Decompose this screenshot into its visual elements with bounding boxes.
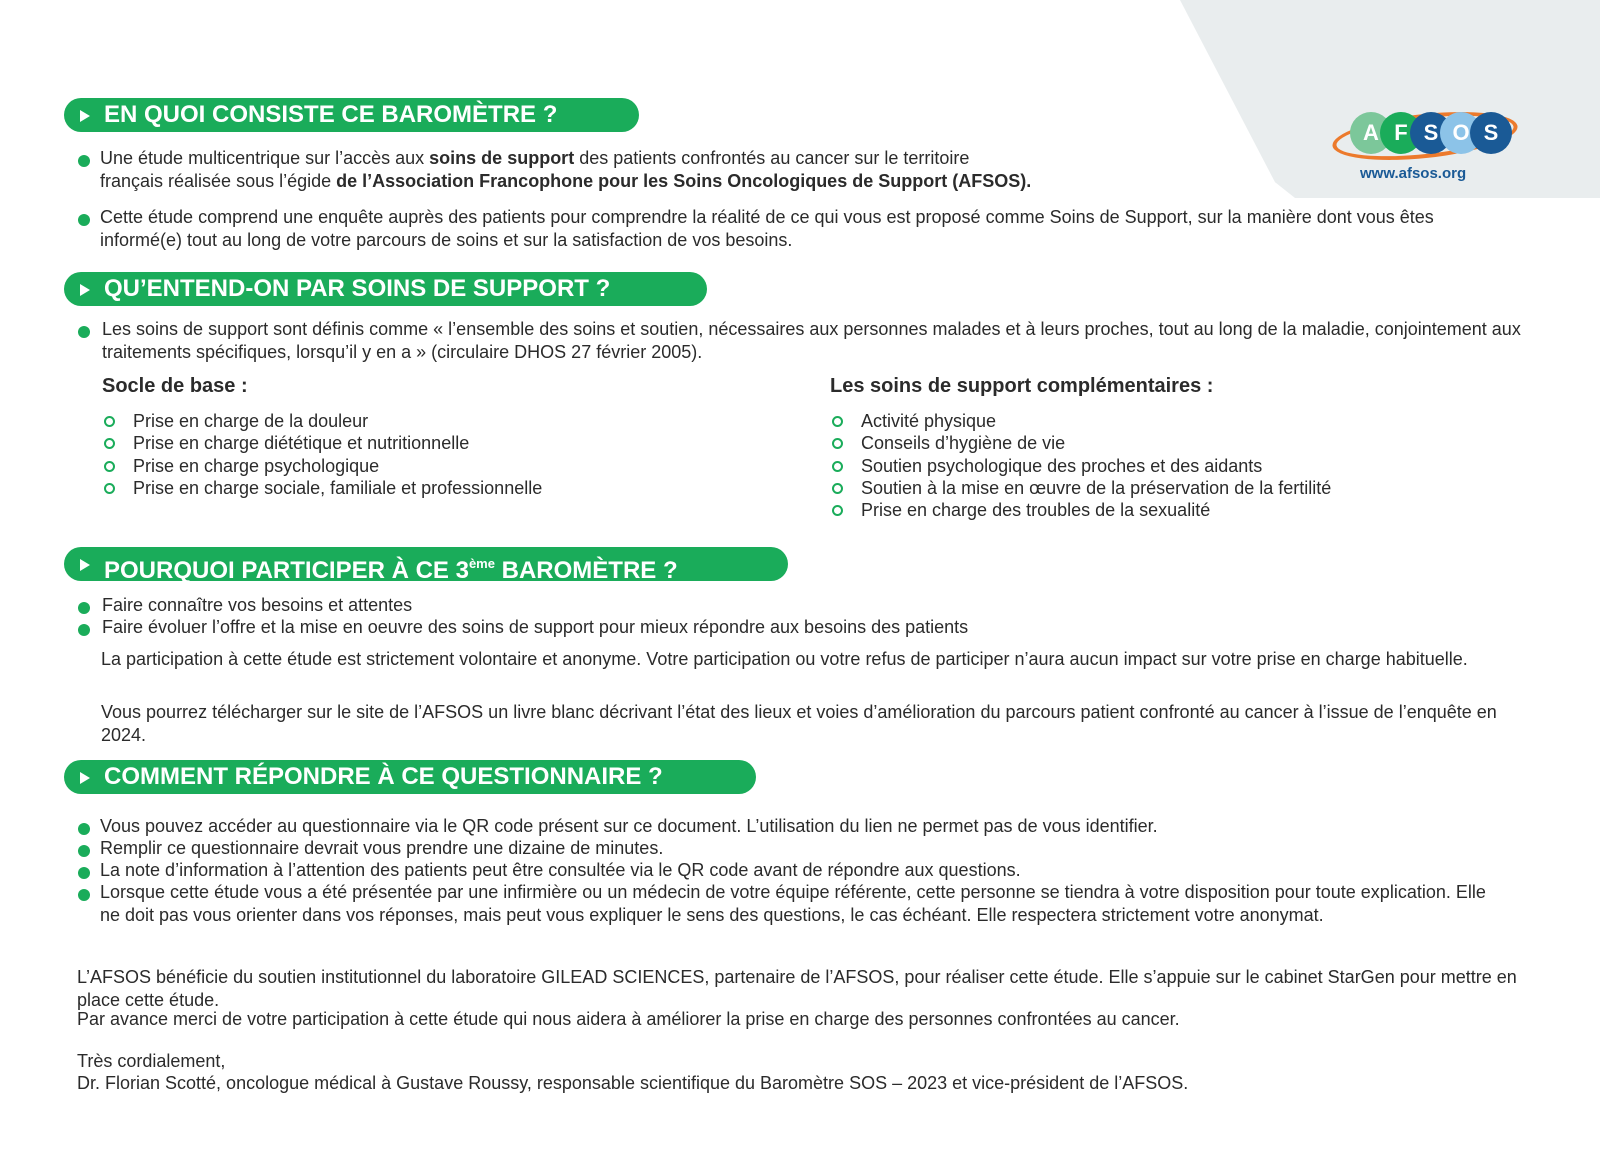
list-item: Prise en charge des troubles de la sexualité — [861, 500, 1211, 521]
section-header-soins-support — [64, 272, 707, 306]
paragraph: La participation à cette étude est strictement volontaire et anonyme. Votre participation ou votre refus de participer n’aura aucun impact sur votre prise en charge habituelle. — [101, 649, 1468, 669]
logo-letter: S — [1470, 112, 1512, 154]
text: français réalisée sous l’égide — [100, 170, 337, 191]
paragraph: Cette étude comprend une enquête auprès des patients pour comprendre la réalité de ce qui vous est proposé comme Soins de Support, sur la manière dont vous êtes informé(e) tout au long de votre parcours de soins et sur la satisfaction de vos besoins. — [100, 207, 1434, 250]
text-bold: soins de support — [429, 148, 575, 168]
bullet-icon — [78, 326, 90, 338]
subheading-socle: Socle de base : — [102, 375, 248, 397]
bullet-icon — [78, 214, 90, 226]
closing: Très cordialement, — [77, 1051, 226, 1071]
section-header-pourquoi — [64, 547, 788, 584]
section-title: POURQUOI PARTICIPER À CE 3 — [104, 557, 469, 584]
triangle-icon — [80, 110, 90, 122]
list-item: Vous pouvez accéder au questionnaire via le QR code présent sur ce document. L’utilisation du lien ne permet pas de vous identifier. — [100, 816, 1158, 836]
triangle-icon — [80, 772, 90, 784]
section-title: COMMENT RÉPONDRE À CE QUESTIONNAIRE ? — [104, 763, 663, 790]
list-item: Prise en charge sociale, familiale et professionnelle — [133, 477, 543, 498]
subheading-complementaires: Les soins de support complémentaires : — [830, 375, 1214, 397]
list-item: Faire évoluer l’offre et la mise en oeuvre des soins de support pour mieux répondre aux besoins des patients — [102, 617, 969, 637]
logo-letter: A — [1350, 112, 1392, 154]
circle-bullet-icon — [104, 416, 115, 427]
bullet-icon — [78, 845, 90, 857]
paragraph: Vous pourrez télécharger sur le site de l’AFSOS un livre blanc décrivant l’état des lieux et voies d’amélioration du parcours patient confronté au cancer à l’issue de l’enquête en 2024. — [101, 702, 1497, 745]
list-item: Faire connaître vos besoins et attentes — [102, 595, 413, 615]
list-item: Prise en charge diététique et nutritionnelle — [133, 433, 470, 454]
list-item: La note d’information à l’attention des patients peut être consultée via le QR code avant de répondre aux questions. — [100, 860, 1021, 880]
list-item: Activité physique — [861, 411, 997, 431]
triangle-icon — [80, 284, 90, 296]
logo-letter: O — [1440, 112, 1482, 154]
bullet-icon — [78, 867, 90, 879]
text-bold: de l’Association Francophone pour les Soins Oncologiques de Support (AFSOS). — [336, 170, 1032, 191]
circle-bullet-icon — [832, 505, 843, 516]
bullet-icon — [78, 823, 90, 835]
paragraph: Les soins de support sont définis comme « l’ensemble des soins et soutien, nécessaires aux personnes malades et à leurs proches, tout au long de la maladie, conjointement aux traitements spécifiques, lorsqu’il y en a » (circulaire DHOS 27 février 2005). — [102, 319, 1521, 362]
list-item: Prise en charge de la douleur — [133, 411, 369, 431]
triangle-icon — [80, 559, 90, 571]
circle-bullet-icon — [104, 483, 115, 494]
section-title: QU’ENTEND-ON PAR SOINS DE SUPPORT ? — [104, 275, 611, 302]
signature-line: Dr. Florian Scotté, oncologue médical à Gustave Roussy, responsable scientifique du Baromètre SOS – 2023 et vice-président de l’AFSOS. — [77, 1073, 1189, 1093]
logo-letter: S — [1410, 112, 1452, 154]
circle-bullet-icon — [104, 461, 115, 472]
website-link[interactable]: www.afsos.org — [1360, 165, 1467, 182]
bullet-icon — [78, 155, 90, 167]
bullet-icon — [78, 602, 90, 614]
circle-bullet-icon — [832, 438, 843, 449]
paragraph — [100, 147, 1530, 192]
bullet-icon — [78, 624, 90, 636]
section-header-comment — [64, 760, 756, 794]
list-item: Soutien à la mise en œuvre de la préservation de la fertilité — [861, 477, 1332, 498]
list-item: Soutien psychologique des proches et des aidants — [861, 455, 1263, 476]
section-header-barometre — [64, 98, 639, 132]
circle-bullet-icon — [832, 416, 843, 427]
section-title: EN QUOI CONSISTE CE BAROMÈTRE ? — [104, 101, 558, 128]
section-title: BAROMÈTRE ? — [494, 557, 678, 584]
list-item: Remplir ce questionnaire devrait vous prendre une dizaine de minutes. — [100, 838, 664, 858]
superscript: ème — [468, 556, 495, 571]
logo-letter: F — [1380, 112, 1422, 154]
list-item: Lorsque cette étude vous a été présentée par une infirmière ou un médecin de votre équipe référente, cette personne se tiendra à votre disposition pour toute explication. Elle ne doit pas vous orienter dans vos réponses, mais peut vous expliquer le sens des questions, le cas échéant. Elle respectera strictement votre anonymat. — [100, 882, 1486, 925]
circle-bullet-icon — [104, 438, 115, 449]
text: Une étude multicentrique sur l’accès aux — [100, 148, 430, 168]
circle-bullet-icon — [832, 483, 843, 494]
bullet-icon — [78, 889, 90, 901]
footer-paragraph: Par avance merci de votre participation à cette étude qui nous aidera à améliorer la prise en charge des personnes confrontées au cancer. — [77, 1009, 1180, 1029]
list-item: Conseils d’hygiène de vie — [861, 433, 1066, 454]
footer-paragraph: L’AFSOS bénéficie du soutien institutionnel du laboratoire GILEAD SCIENCES, partenaire de l’AFSOS, pour réaliser cette étude. Elle s’appuie sur le cabinet StarGen pour mettre en place cette étude. — [77, 967, 1517, 1010]
circle-bullet-icon — [832, 461, 843, 472]
list-item: Prise en charge psychologique — [133, 455, 380, 476]
text: des patients confrontés au cancer sur le territoire — [574, 148, 970, 168]
